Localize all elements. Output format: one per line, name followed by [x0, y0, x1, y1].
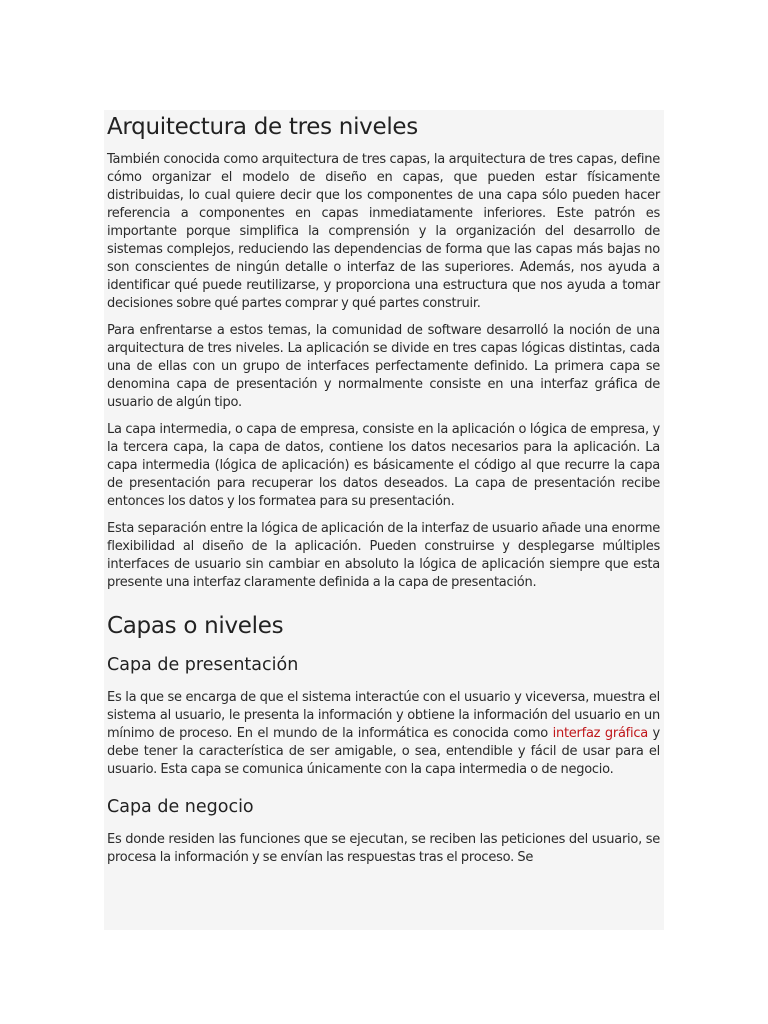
- presentation-text-before-link: Es la que se encarga de que el sistema interactúe con el usuario y viceversa, muestra el sistema al usuario, le presenta la información y obtiene la información del usuario en un mínimo de proceso. En el mundo de la informática es conocida como: [107, 690, 660, 741]
- article-paragraph-1: También conocida como arquitectura de tres capas, la arquitectura de tres capas, define cómo organizar el modelo de diseño en capas, que pueden estar físicamente distribuidas, lo cual quiere decir que los componentes de una capa sólo pueden hacer referencia a componentes en capas inmediatamente inferiores. Este patrón es importante porque simplifica la comprensión y la organización del desarrollo de sistemas complejos, reduciendo las dependencias de forma que las capas más bajas no son conscientes de ningún detalle o interfaz de las superiores. Además, nos ayuda a identificar qué puede reutilizarse, y proporciona una estructura que nos ayuda a tomar decisiones sobre qué partes comprar y qué partes construir.: [107, 152, 660, 311]
- document-page: [104, 110, 664, 930]
- section-title-layers: Capas o niveles: [107, 613, 284, 639]
- article-title: Arquitectura de tres niveles: [107, 114, 418, 140]
- document-content: [107, 110, 660, 876]
- interfaz-grafica-link[interactable]: interfaz gráfica: [552, 726, 648, 741]
- presentation-text-after-link: y debe tener la característica de ser amigable, o sea, entendible y fácil de usar para el usuario. Esta capa se comunica únicamente con la capa intermedia o de negocio.: [107, 726, 661, 777]
- article-paragraph-3: La capa intermedia, o capa de empresa, consiste en la aplicación o lógica de empresa, y la tercera capa, la capa de datos, contiene los datos necesarios para la aplicación. La capa intermedia (lógica de aplicación) es básicamente el código al que recurre la capa de presentación para recuperar los datos deseados. La capa de presentación recibe entonces los datos y los formatea para su presentación.: [107, 422, 660, 509]
- business-paragraph: Es donde residen las funciones que se ejecutan, se reciben las peticiones del usuario, se procesa la información y se envían las respuestas tras el proceso. Se: [107, 832, 660, 865]
- article-paragraph-4: Esta separación entre la lógica de aplicación de la interfaz de usuario añade una enorme flexibilidad al diseño de la aplicación. Pueden construirse y desplegarse múltiples interfaces de usuario sin cambiar en absoluto la lógica de aplicación siempre que esta presente una interfaz claramente definida a la capa de presentación.: [107, 521, 660, 590]
- presentation-paragraph: [107, 689, 660, 779]
- subsection-title-business: Capa de negocio: [107, 797, 254, 817]
- article-paragraph-2: Para enfrentarse a estos temas, la comunidad de software desarrolló la noción de una arquitectura de tres niveles. La aplicación se divide en tres capas lógicas distintas, cada una de ellas con un grupo de interfaces perfectamente definido. La primera capa se denomina capa de presentación y normalmente consiste en una interfaz gráfica de usuario de algún tipo.: [107, 323, 660, 410]
- subsection-title-presentation: Capa de presentación: [107, 655, 299, 675]
